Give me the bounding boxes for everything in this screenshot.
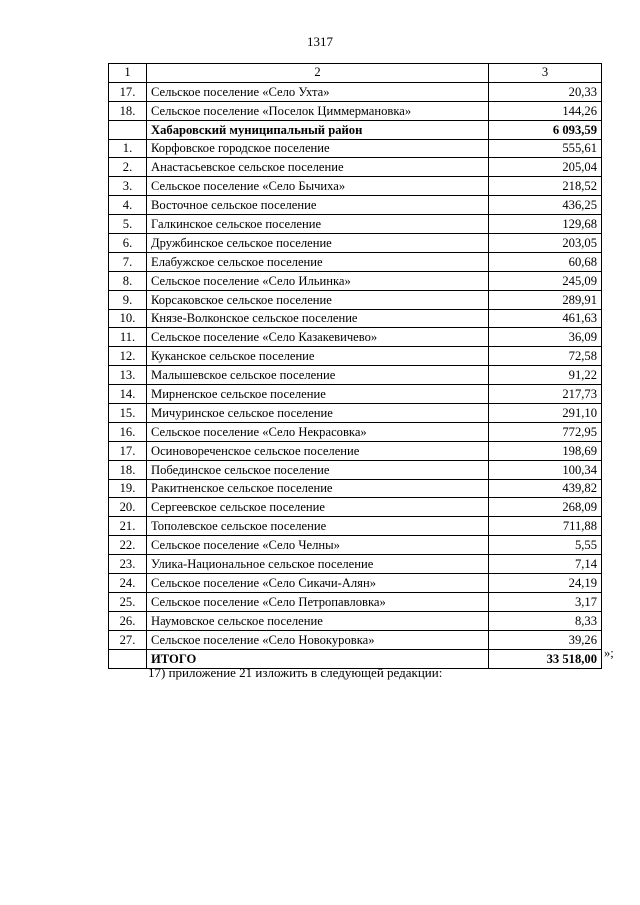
row-number-cell: 15. [109, 404, 147, 423]
settlement-name-cell: Галкинское сельское поселение [147, 215, 489, 234]
amount-cell: 36,09 [489, 328, 602, 347]
amount-cell: 3,17 [489, 592, 602, 611]
settlement-name-cell: Осиновореченское сельское поселение [147, 441, 489, 460]
row-number-cell: 21. [109, 517, 147, 536]
total-empty-cell [109, 649, 147, 668]
row-number-cell: 17. [109, 82, 147, 101]
amount-cell: 772,95 [489, 422, 602, 441]
table-body [109, 64, 602, 669]
settlement-name-cell: Мирненское сельское поселение [147, 385, 489, 404]
amount-cell: 72,58 [489, 347, 602, 366]
row-number-cell: 18. [109, 460, 147, 479]
row-number-cell: 2. [109, 158, 147, 177]
settlement-name-cell: Сельское поселение «Село Некрасовка» [147, 422, 489, 441]
table-row [109, 82, 602, 101]
amount-cell: 100,34 [489, 460, 602, 479]
settlement-name-cell: Елабужское сельское поселение [147, 252, 489, 271]
settlement-name-cell: Малышевское сельское поселение [147, 366, 489, 385]
row-number-cell: 24. [109, 574, 147, 593]
district-subtotal-row [109, 120, 602, 139]
settlement-name-cell: Побединское сельское поселение [147, 460, 489, 479]
table-row [109, 215, 602, 234]
settlement-name-cell: Наумовское сельское поселение [147, 611, 489, 630]
table-row [109, 139, 602, 158]
amount-cell: 60,68 [489, 252, 602, 271]
page-number: 1317 [307, 34, 333, 49]
header-col-3: 3 [489, 64, 602, 83]
amount-cell: 268,09 [489, 498, 602, 517]
total-label-cell: ИТОГО [147, 649, 489, 668]
settlement-name-cell: Сельское поселение «Село Бычиха» [147, 177, 489, 196]
settlement-name-cell: Сельское поселение «Село Ухта» [147, 82, 489, 101]
closing-quote-mark: »; [604, 646, 614, 660]
settlement-name-cell: Куканское сельское поселение [147, 347, 489, 366]
table-row [109, 574, 602, 593]
row-number-cell: 18. [109, 101, 147, 120]
table-row [109, 479, 602, 498]
row-number-cell: 13. [109, 366, 147, 385]
amount-cell: 129,68 [489, 215, 602, 234]
table-row [109, 385, 602, 404]
amount-cell: 245,09 [489, 271, 602, 290]
settlement-name-cell: Анастасьевское сельское поселение [147, 158, 489, 177]
amount-cell: 20,33 [489, 82, 602, 101]
settlement-name-cell: Сергеевское сельское поселение [147, 498, 489, 517]
row-number-cell: 4. [109, 196, 147, 215]
table-row [109, 611, 602, 630]
table-row [109, 196, 602, 215]
row-number-cell: 7. [109, 252, 147, 271]
amount-cell: 5,55 [489, 536, 602, 555]
amount-cell: 218,52 [489, 177, 602, 196]
table-row [109, 290, 602, 309]
row-number-cell: 11. [109, 328, 147, 347]
row-number-cell: 20. [109, 498, 147, 517]
row-number-cell: 25. [109, 592, 147, 611]
table-row [109, 460, 602, 479]
table-row [109, 101, 602, 120]
row-number-cell: 22. [109, 536, 147, 555]
header-col-2: 2 [147, 64, 489, 83]
amount-cell: 39,26 [489, 630, 602, 649]
settlement-name-cell: Хабаровский муниципальный район [147, 120, 489, 139]
amount-cell: 461,63 [489, 309, 602, 328]
row-number-cell: 3. [109, 177, 147, 196]
row-number-cell: 17. [109, 441, 147, 460]
row-number-cell: 12. [109, 347, 147, 366]
amendment-paragraph: 17) приложение 21 изложить в следующей редакции: [148, 665, 443, 680]
settlement-name-cell: Князе-Волконское сельское поселение [147, 309, 489, 328]
settlement-name-cell: Ракитненское сельское поселение [147, 479, 489, 498]
settlement-name-cell: Корсаковское сельское поселение [147, 290, 489, 309]
amount-cell: 291,10 [489, 404, 602, 423]
settlement-name-cell: Восточное сельское поселение [147, 196, 489, 215]
amount-cell: 6 093,59 [489, 120, 602, 139]
row-number-cell: 19. [109, 479, 147, 498]
row-number-cell: 9. [109, 290, 147, 309]
settlement-name-cell: Мичуринское сельское поселение [147, 404, 489, 423]
row-number-cell: 10. [109, 309, 147, 328]
allocation-table [108, 63, 602, 669]
row-number-cell: 8. [109, 271, 147, 290]
table-row [109, 498, 602, 517]
amount-cell: 24,19 [489, 574, 602, 593]
amount-cell: 91,22 [489, 366, 602, 385]
amount-cell: 439,82 [489, 479, 602, 498]
settlement-name-cell: Сельское поселение «Село Ильинка» [147, 271, 489, 290]
amount-cell: 144,26 [489, 101, 602, 120]
header-col-1: 1 [109, 64, 147, 83]
table-row [109, 517, 602, 536]
table-row [109, 309, 602, 328]
row-number-cell [109, 120, 147, 139]
settlement-name-cell: Сельское поселение «Село Казакевичево» [147, 328, 489, 347]
amount-cell: 436,25 [489, 196, 602, 215]
settlement-name-cell: Сельское поселение «Поселок Циммермановка» [147, 101, 489, 120]
amount-cell: 711,88 [489, 517, 602, 536]
amount-cell: 198,69 [489, 441, 602, 460]
row-number-cell: 14. [109, 385, 147, 404]
row-number-cell: 27. [109, 630, 147, 649]
settlement-name-cell: Улика-Национальное сельское поселение [147, 555, 489, 574]
table-row [109, 630, 602, 649]
row-number-cell: 1. [109, 139, 147, 158]
table-row [109, 177, 602, 196]
table-row [109, 347, 602, 366]
table-row [109, 158, 602, 177]
amount-cell: 8,33 [489, 611, 602, 630]
table-row [109, 271, 602, 290]
amount-cell: 555,61 [489, 139, 602, 158]
table-row [109, 536, 602, 555]
table-row [109, 404, 602, 423]
table-header-row [109, 64, 602, 83]
settlement-name-cell: Сельское поселение «Село Сикачи-Алян» [147, 574, 489, 593]
row-number-cell: 23. [109, 555, 147, 574]
amount-cell: 7,14 [489, 555, 602, 574]
settlement-name-cell: Дружбинское сельское поселение [147, 234, 489, 253]
table-row [109, 366, 602, 385]
amount-cell: 217,73 [489, 385, 602, 404]
settlement-name-cell: Сельское поселение «Село Новокуровка» [147, 630, 489, 649]
table-row [109, 252, 602, 271]
table-row [109, 592, 602, 611]
table-row [109, 441, 602, 460]
settlement-name-cell: Сельское поселение «Село Петропавловка» [147, 592, 489, 611]
settlement-name-cell: Тополевское сельское поселение [147, 517, 489, 536]
total-amount-cell: 33 518,00 [489, 649, 602, 668]
table-row [109, 234, 602, 253]
row-number-cell: 5. [109, 215, 147, 234]
settlement-name-cell: Сельское поселение «Село Челны» [147, 536, 489, 555]
settlement-name-cell: Корфовское городское поселение [147, 139, 489, 158]
table-row [109, 422, 602, 441]
table-row [109, 328, 602, 347]
amount-cell: 203,05 [489, 234, 602, 253]
amount-cell: 289,91 [489, 290, 602, 309]
row-number-cell: 6. [109, 234, 147, 253]
table-row [109, 555, 602, 574]
row-number-cell: 26. [109, 611, 147, 630]
amount-cell: 205,04 [489, 158, 602, 177]
row-number-cell: 16. [109, 422, 147, 441]
